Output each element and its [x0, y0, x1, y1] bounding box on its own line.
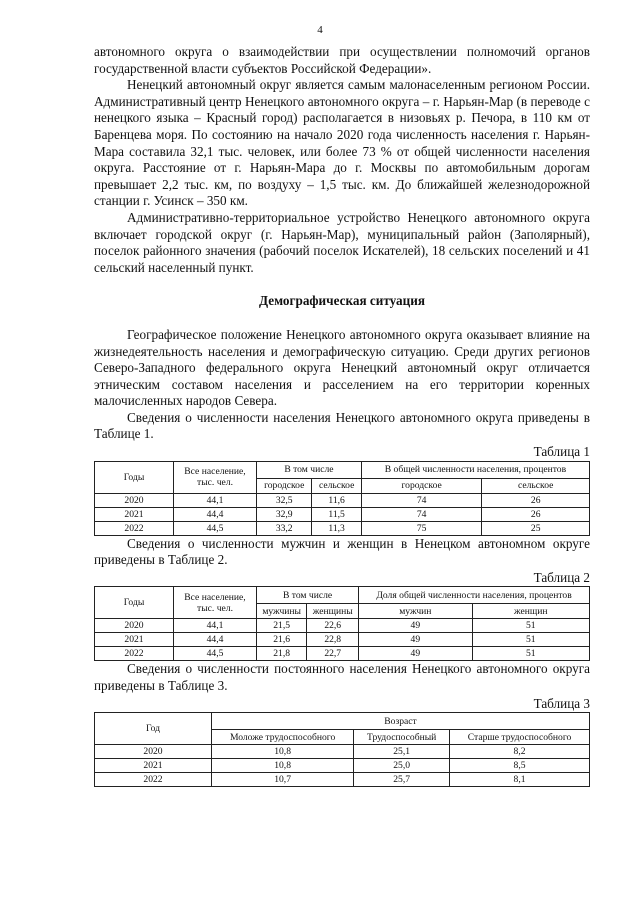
table-cell: 74 [361, 493, 482, 507]
column-header: Все население, тыс. чел. [174, 587, 257, 619]
column-header: В том числе [257, 587, 359, 604]
table-cell: 11,3 [312, 521, 361, 535]
table-cell: 2021 [95, 759, 212, 773]
table-cell: 26 [482, 507, 590, 521]
column-header: В общей численности населения, процентов [361, 461, 589, 478]
table-cell: 8,1 [450, 773, 590, 787]
table-caption: Таблица 1 [533, 444, 590, 460]
column-header: Годы [95, 461, 174, 493]
table-cell: 8,5 [450, 759, 590, 773]
column-subheader: сельское [482, 478, 590, 493]
paragraph: Сведения о численности населения Ненецкого автономного округа приведены в Таблице 1. [94, 409, 590, 442]
document-body [94, 44, 590, 787]
column-subheader: мужчины [257, 604, 307, 619]
table-cell: 2020 [95, 745, 212, 759]
column-header: Доля общей численности населения, процентов [359, 587, 590, 604]
table-cell: 22,8 [307, 633, 359, 647]
table-cell: 2022 [95, 521, 174, 535]
column-subheader: городское [257, 478, 312, 493]
table-cell: 25,1 [354, 745, 450, 759]
table-cell: 51 [472, 633, 589, 647]
table-row [95, 745, 590, 759]
table-cell: 2021 [95, 633, 174, 647]
gender-table [94, 586, 590, 661]
table-cell: 49 [359, 633, 472, 647]
paragraph: Географическое положение Ненецкого автономного округа оказывает влияние на жизнедеятельность населения и демографическую ситуацию. Среди других регионов Северо-Западного федерального округа Ненецкий автономный округ отличается этническим составом населения и расселением на его территории коренных малочисленных народов Севера. [94, 326, 590, 409]
table-cell: 2020 [95, 619, 174, 633]
column-subheader: Трудоспособный [354, 730, 450, 745]
table-cell: 32,9 [257, 507, 312, 521]
table-cell: 25,0 [354, 759, 450, 773]
table-cell: 2022 [95, 773, 212, 787]
table-cell: 8,2 [450, 745, 590, 759]
table-cell: 74 [361, 507, 482, 521]
column-subheader: городское [361, 478, 482, 493]
column-subheader: Старше трудоспособного [450, 730, 590, 745]
age-table [94, 712, 590, 787]
column-subheader: женщин [472, 604, 589, 619]
table-row [95, 507, 590, 521]
table-cell: 75 [361, 521, 482, 535]
table-cell: 10,7 [212, 773, 354, 787]
table-cell: 11,6 [312, 493, 361, 507]
table-cell: 44,4 [174, 507, 257, 521]
table-row [95, 619, 590, 633]
table-cell: 11,5 [312, 507, 361, 521]
paragraph: Административно-территориальное устройство Ненецкого автономного округа включает городской округ (г. Нарьян-Мар), муниципальный район (Заполярный), поселок районного значения (рабочий поселок Искателей), 18 сельских поселений и 41 сельский населенный пункт. [94, 209, 590, 275]
table-cell: 22,6 [307, 619, 359, 633]
table-cell: 2021 [95, 507, 174, 521]
table-cell: 22,7 [307, 647, 359, 661]
paragraph: Сведения о численности постоянного населения Ненецкого автономного округа приведены в Таблице 3. [94, 661, 590, 694]
table-cell: 21,8 [257, 647, 307, 661]
table-caption: Таблица 3 [533, 695, 590, 711]
table-cell: 44,4 [174, 633, 257, 647]
table-row [95, 647, 590, 661]
table-row [95, 759, 590, 773]
table-cell: 21,5 [257, 619, 307, 633]
column-header: Возраст [212, 713, 590, 730]
table-cell: 2020 [95, 493, 174, 507]
table-cell: 49 [359, 647, 472, 661]
column-subheader: женщины [307, 604, 359, 619]
table-cell: 33,2 [257, 521, 312, 535]
column-header: Годы [95, 587, 174, 619]
table-row [95, 493, 590, 507]
table-cell: 44,1 [174, 619, 257, 633]
table-cell: 51 [472, 619, 589, 633]
table-cell: 51 [472, 647, 589, 661]
column-header: Все население, тыс. чел. [174, 461, 257, 493]
table-cell: 10,8 [212, 759, 354, 773]
table-row [95, 521, 590, 535]
table-cell: 32,5 [257, 493, 312, 507]
page-number: 4 [317, 24, 323, 36]
table-cell: 25 [482, 521, 590, 535]
table-cell: 21,6 [257, 633, 307, 647]
table-cell: 26 [482, 493, 590, 507]
column-subheader: мужчин [359, 604, 472, 619]
table-cell: 44,5 [174, 521, 257, 535]
table-cell: 49 [359, 619, 472, 633]
table-caption: Таблица 2 [533, 569, 590, 585]
table-row [95, 633, 590, 647]
table-cell: 10,8 [212, 745, 354, 759]
column-subheader: Моложе трудоспособного [212, 730, 354, 745]
column-header: В том числе [257, 461, 362, 478]
paragraph: Ненецкий автономный округ является самым малонаселенным регионом России. Административный центр Ненецкого автономного округа – г. Нарьян-Мар (в переводе с ненецкого языка – Красный город) располагается в низовьях р. Печора, в 110 км от Баренцева моря. По состоянию на начало 2020 года численность населения г. Нарьян-Мара составила 32,1 тыс. человек, или более 73 % от общей численности населения округа. Расстояние от г. Нарьян-Мара до г. Москвы по автомобильным дорогам превышает 2,2 тыс. км, по воздуху – 1,5 тыс. км. До ближайшей железнодорожной станции г. Усинск – 350 км. [94, 77, 590, 209]
table-cell: 44,5 [174, 647, 257, 661]
table-cell: 44,1 [174, 493, 257, 507]
paragraph: автономного округа о взаимодействии при осуществлении полномочий органов государственной власти субъектов Российской Федерации». [94, 44, 590, 76]
table-cell: 25,7 [354, 773, 450, 787]
column-subheader: сельское [312, 478, 361, 493]
population-table [94, 461, 590, 536]
column-header: Год [95, 713, 212, 745]
section-heading: Демографическая ситуация [259, 293, 425, 309]
table-cell: 2022 [95, 647, 174, 661]
paragraph: Сведения о численности мужчин и женщин в Ненецком автономном округе приведены в Таблице 2. [94, 535, 590, 568]
table-row [95, 773, 590, 787]
